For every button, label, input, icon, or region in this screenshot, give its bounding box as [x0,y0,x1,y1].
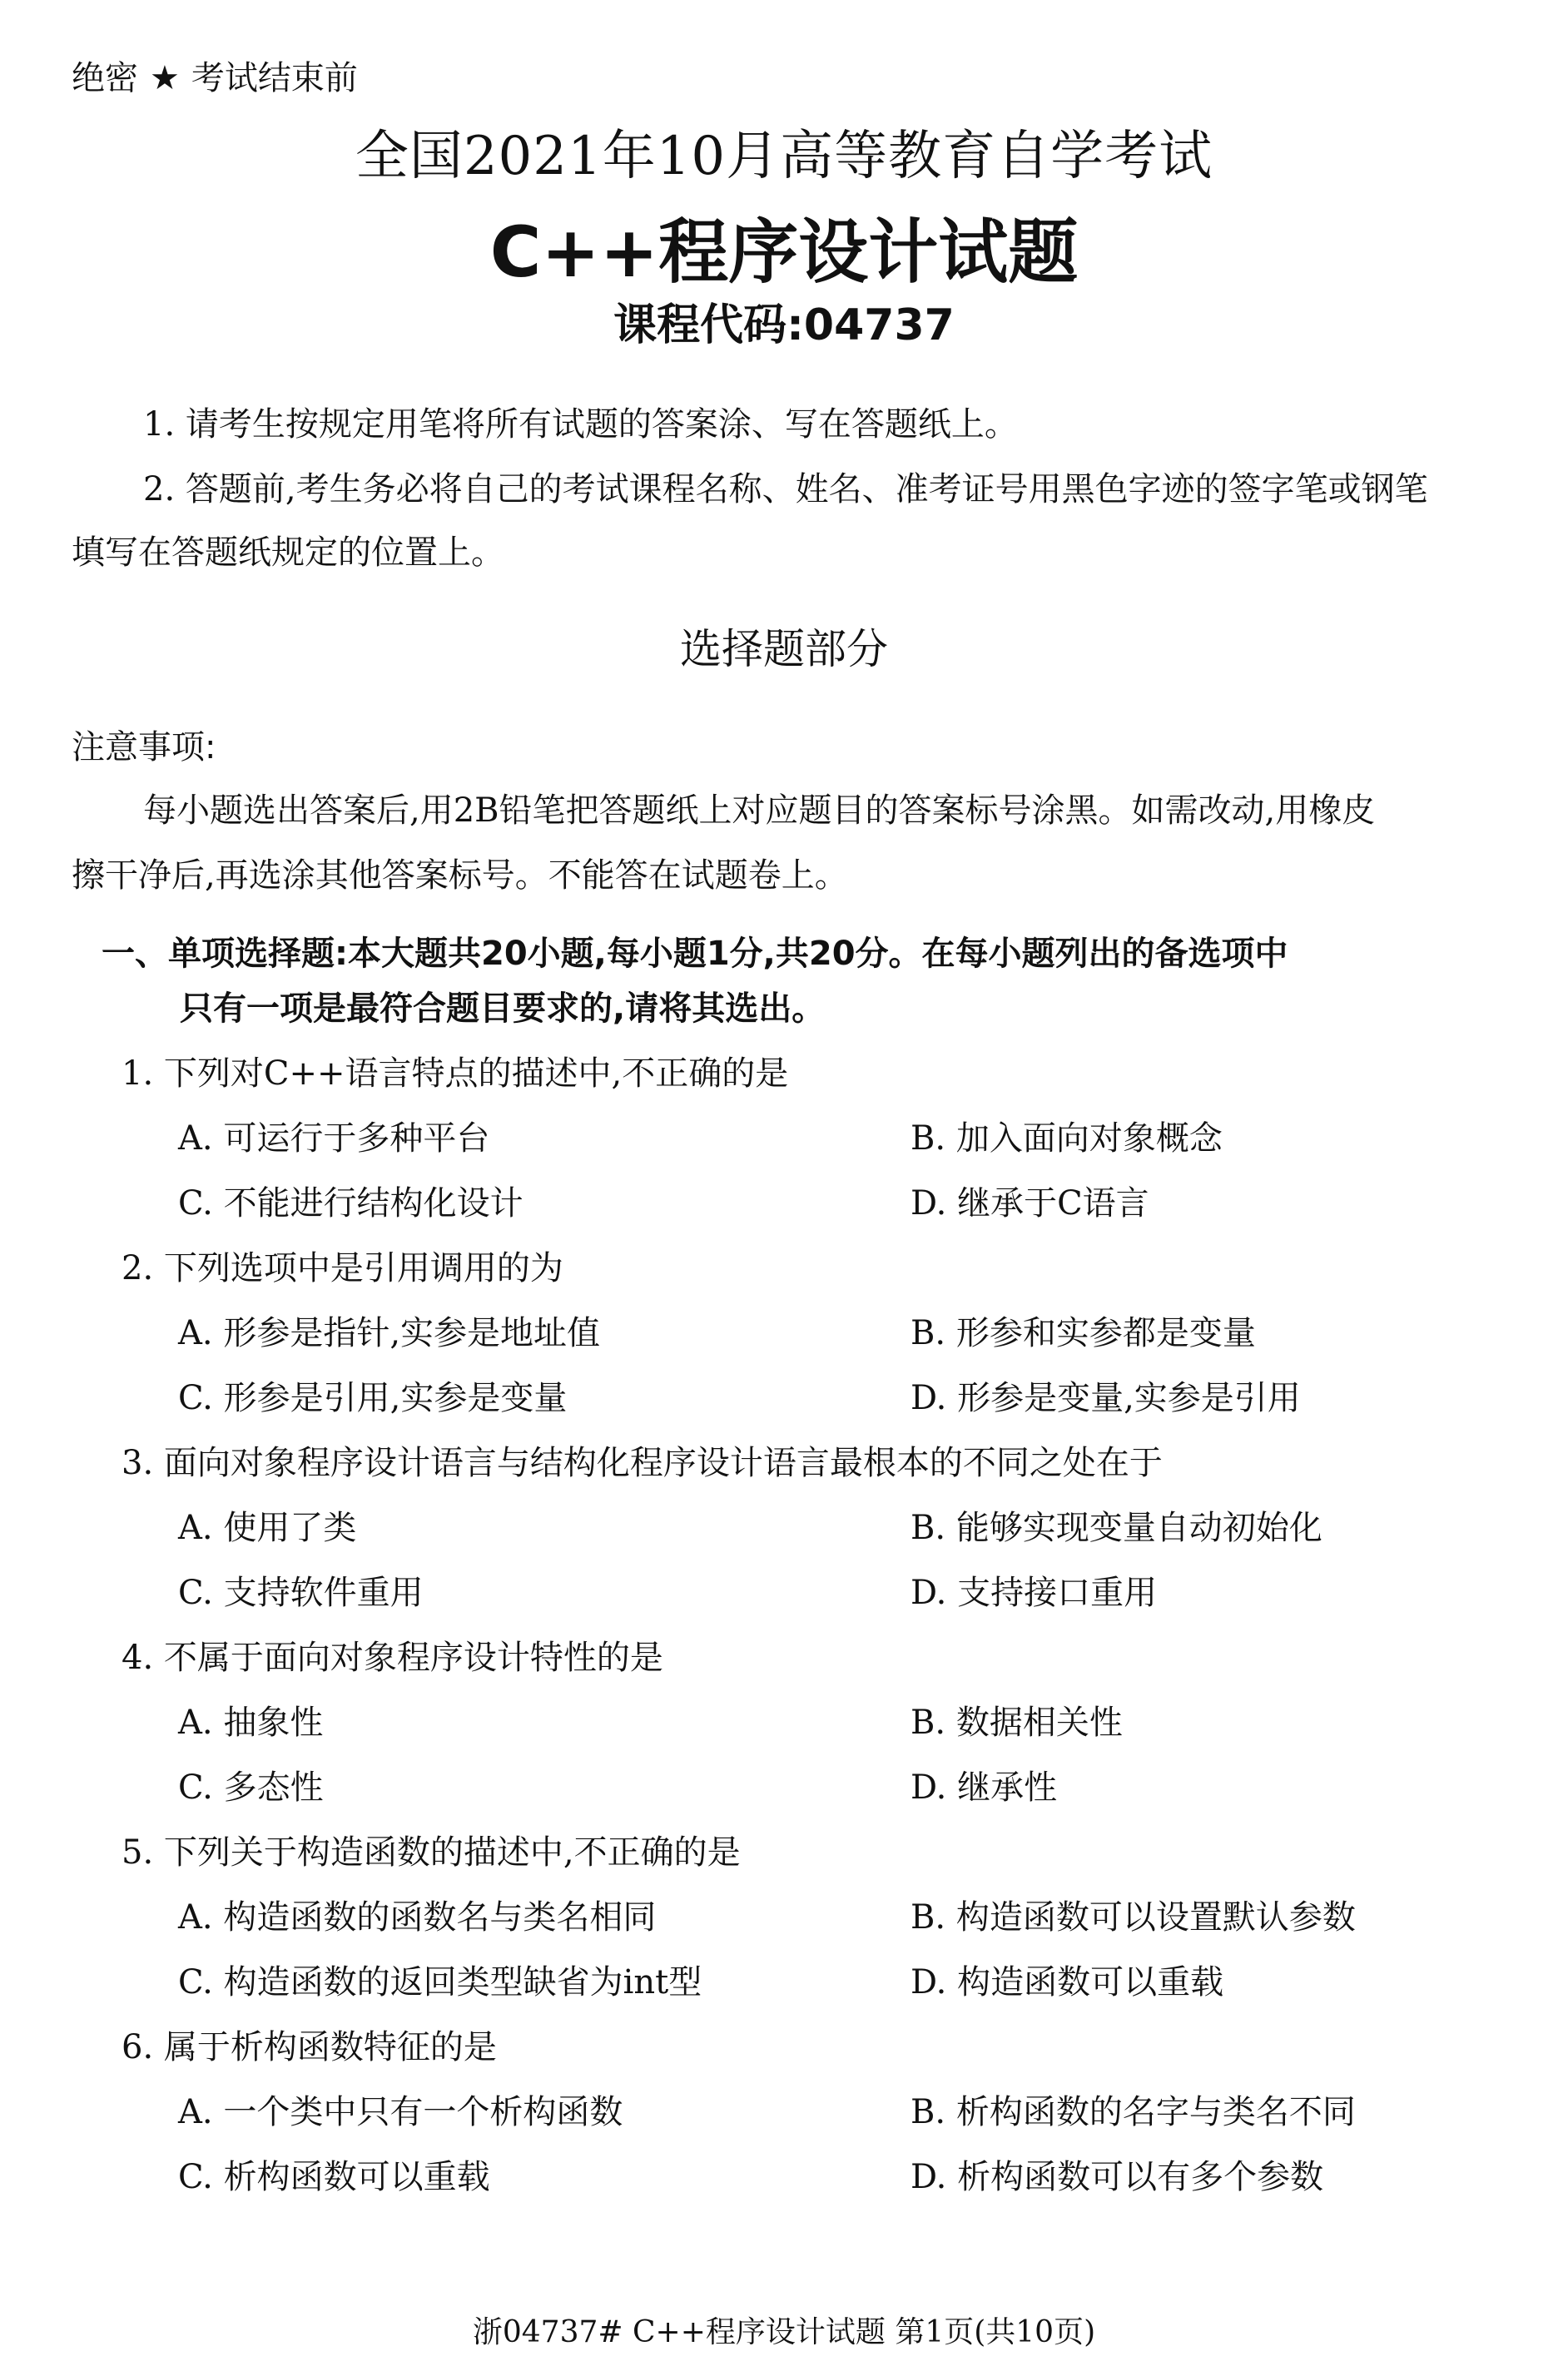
option-a: A. 可运行于多种平台 [178,1119,490,1158]
question-stem: 2. 下列选项中是引用调用的为 [122,1249,563,1287]
confidential-label [72,52,358,99]
question-stem: 1. 下列对C++语言特点的描述中,不正确的是 [122,1054,789,1093]
course-code: 课程代码:04737 [613,300,955,350]
note-line-2: 擦干净后,再选涂其他答案标号。不能答在试题卷上。 [72,856,848,895]
option-b: B. 数据相关性 [911,1704,1123,1742]
option-a: A. 构造函数的函数名与类名相同 [178,1898,657,1937]
star-icon: ★ [150,59,180,97]
section-title: 选择题部分 [680,625,888,673]
exam-title: 全国2021年10月高等教育自学考试 [355,126,1213,187]
option-a: A. 抽象性 [178,1704,324,1742]
option-a: A. 形参是指针,实参是地址值 [178,1314,601,1352]
confidential-subtext: 考试结束前 [191,59,358,97]
question-stem: 3. 面向对象程序设计语言与结构化程序设计语言最根本的不同之处在于 [122,1444,1163,1482]
option-b: B. 形参和实参都是变量 [911,1314,1256,1352]
note-heading: 注意事项: [72,728,216,766]
option-d: D. 构造函数可以重载 [911,1963,1224,2001]
instruction-1: 1. 请考生按规定用笔将所有试题的答案涂、写在答题纸上。 [143,405,1018,444]
option-b: B. 能够实现变量自动初始化 [911,1509,1322,1547]
option-c: C. 构造函数的返回类型缺省为int型 [178,1963,702,2001]
option-d: D. 支持接口重用 [911,1574,1158,1612]
option-b: B. 加入面向对象概念 [911,1119,1223,1158]
instruction-2: 2. 答题前,考生务必将自己的考试课程名称、姓名、准考证号用黑色字迹的签字笔或钢笔 [143,470,1428,508]
note-line-1: 每小题选出答案后,用2B铅笔把答题纸上对应题目的答案标号涂黑。如需改动,用橡皮 [143,791,1376,830]
option-c: C. 析构函数可以重载 [178,2158,490,2196]
paper-title: C++程序设计试题 [489,211,1079,293]
option-c: C. 多态性 [178,1768,324,1807]
option-c: C. 不能进行结构化设计 [178,1184,523,1223]
page-footer: 浙04737# C++程序设计试题 第1页(共10页) [472,2315,1096,2349]
question-stem: 6. 属于析构函数特征的是 [122,2028,497,2066]
option-d: D. 继承性 [911,1768,1058,1807]
part-one-heading-cont: 只有一项是最符合题目要求的,请将其选出。 [180,990,826,1028]
option-b: B. 析构函数的名字与类名不同 [911,2093,1356,2131]
instruction-2-cont: 填写在答题纸规定的位置上。 [72,533,504,572]
option-d: D. 析构函数可以有多个参数 [911,2158,1324,2196]
part-one-heading: 一、单项选择题:本大题共20小题,每小题1分,共20分。在每小题列出的备选项中 [102,935,1288,973]
option-c: C. 形参是引用,实参是变量 [178,1379,568,1417]
question-stem: 4. 不属于面向对象程序设计特性的是 [122,1639,663,1677]
option-d: D. 继承于C语言 [911,1184,1149,1223]
option-a: A. 使用了类 [178,1509,357,1547]
question-stem: 5. 下列关于构造函数的描述中,不正确的是 [122,1833,741,1872]
option-a: A. 一个类中只有一个析构函数 [178,2093,623,2131]
confidential-text: 绝密 [72,59,138,97]
option-b: B. 构造函数可以设置默认参数 [911,1898,1356,1937]
option-d: D. 形参是变量,实参是引用 [911,1379,1301,1417]
option-c: C. 支持软件重用 [178,1574,424,1612]
